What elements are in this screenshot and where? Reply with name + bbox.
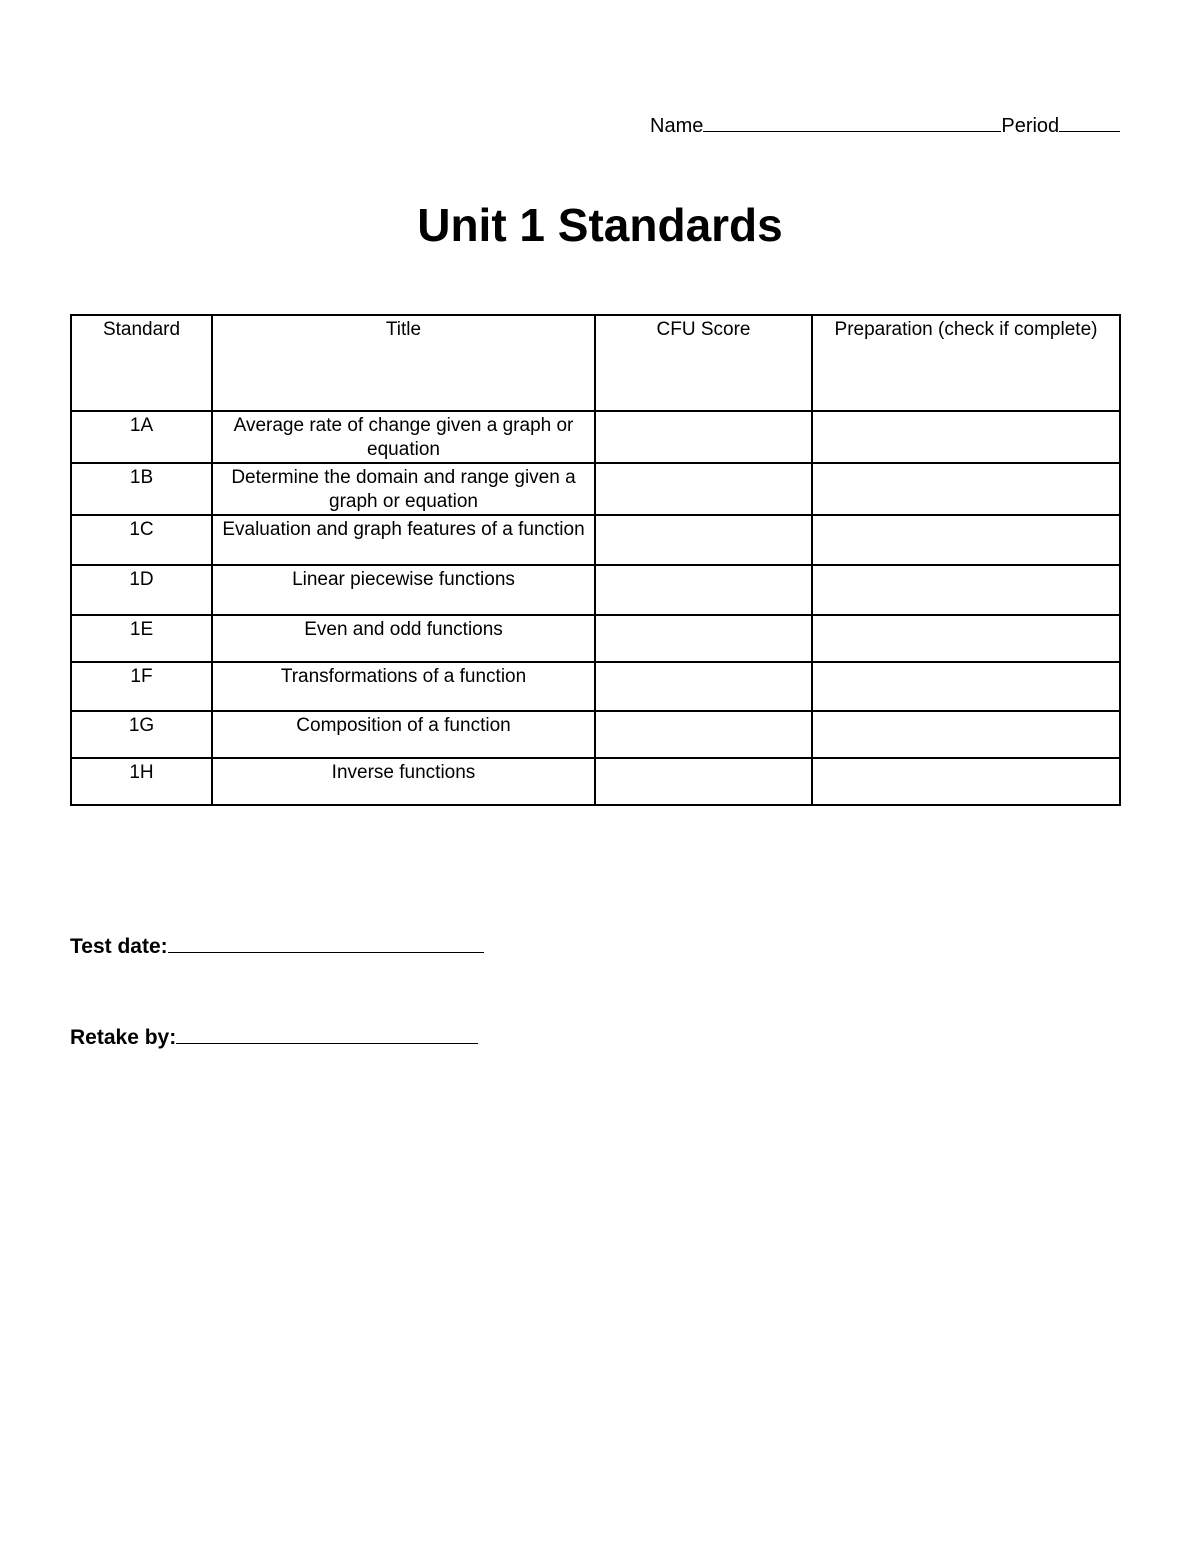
title-cell: Inverse functions	[212, 758, 595, 805]
preparation-cell[interactable]	[812, 711, 1120, 758]
table-row	[71, 758, 1120, 805]
standard-cell: 1H	[71, 758, 212, 805]
cfu-score-cell[interactable]	[595, 463, 812, 515]
table-row	[71, 515, 1120, 565]
preparation-cell[interactable]	[812, 515, 1120, 565]
table-row	[71, 463, 1120, 515]
title-cell: Transformations of a function	[212, 662, 595, 711]
table-row	[71, 711, 1120, 758]
preparation-cell[interactable]	[812, 565, 1120, 615]
name-period-line	[650, 112, 1120, 138]
name-label: Name	[650, 115, 704, 137]
table-header-row	[71, 315, 1120, 411]
column-header-preparation: Preparation (check if complete)	[812, 315, 1120, 411]
column-header-standard: Standard	[71, 315, 212, 411]
page-title: Unit 1 Standards	[417, 199, 783, 251]
preparation-cell[interactable]	[812, 411, 1120, 463]
preparation-cell[interactable]	[812, 615, 1120, 662]
period-label: Period	[1001, 115, 1060, 137]
cfu-score-cell[interactable]	[595, 662, 812, 711]
standards-table	[70, 314, 1121, 806]
cfu-score-cell[interactable]	[595, 565, 812, 615]
title-cell: Linear piecewise functions	[212, 565, 595, 615]
preparation-cell[interactable]	[812, 463, 1120, 515]
name-blank-field[interactable]	[703, 112, 1001, 132]
retake-by-label: Retake by:	[70, 1026, 177, 1049]
standard-cell: 1D	[71, 565, 212, 615]
cfu-score-cell[interactable]	[595, 615, 812, 662]
standard-cell: 1A	[71, 411, 212, 463]
title-cell: Determine the domain and range given a graph or equation	[212, 463, 595, 515]
title-cell: Even and odd functions	[212, 615, 595, 662]
retake-by-blank-field[interactable]	[176, 1024, 478, 1044]
test-date-label: Test date:	[70, 935, 168, 958]
standard-cell: 1E	[71, 615, 212, 662]
cfu-score-cell[interactable]	[595, 515, 812, 565]
standard-cell: 1B	[71, 463, 212, 515]
test-date-blank-field[interactable]	[168, 933, 484, 953]
title-cell: Average rate of change given a graph or equation	[212, 411, 595, 463]
period-blank-field[interactable]	[1059, 112, 1120, 132]
cfu-score-cell[interactable]	[595, 711, 812, 758]
table-row	[71, 565, 1120, 615]
test-date-line	[70, 933, 484, 959]
standard-cell: 1F	[71, 662, 212, 711]
title-cell: Composition of a function	[212, 711, 595, 758]
column-header-title: Title	[212, 315, 595, 411]
table-row	[71, 615, 1120, 662]
cfu-score-cell[interactable]	[595, 758, 812, 805]
standard-cell: 1C	[71, 515, 212, 565]
preparation-cell[interactable]	[812, 662, 1120, 711]
table-row	[71, 411, 1120, 463]
preparation-cell[interactable]	[812, 758, 1120, 805]
title-cell: Evaluation and graph features of a function	[212, 515, 595, 565]
standard-cell: 1G	[71, 711, 212, 758]
cfu-score-cell[interactable]	[595, 411, 812, 463]
retake-by-line	[70, 1024, 478, 1050]
column-header-cfu-score: CFU Score	[595, 315, 812, 411]
table-row	[71, 662, 1120, 711]
